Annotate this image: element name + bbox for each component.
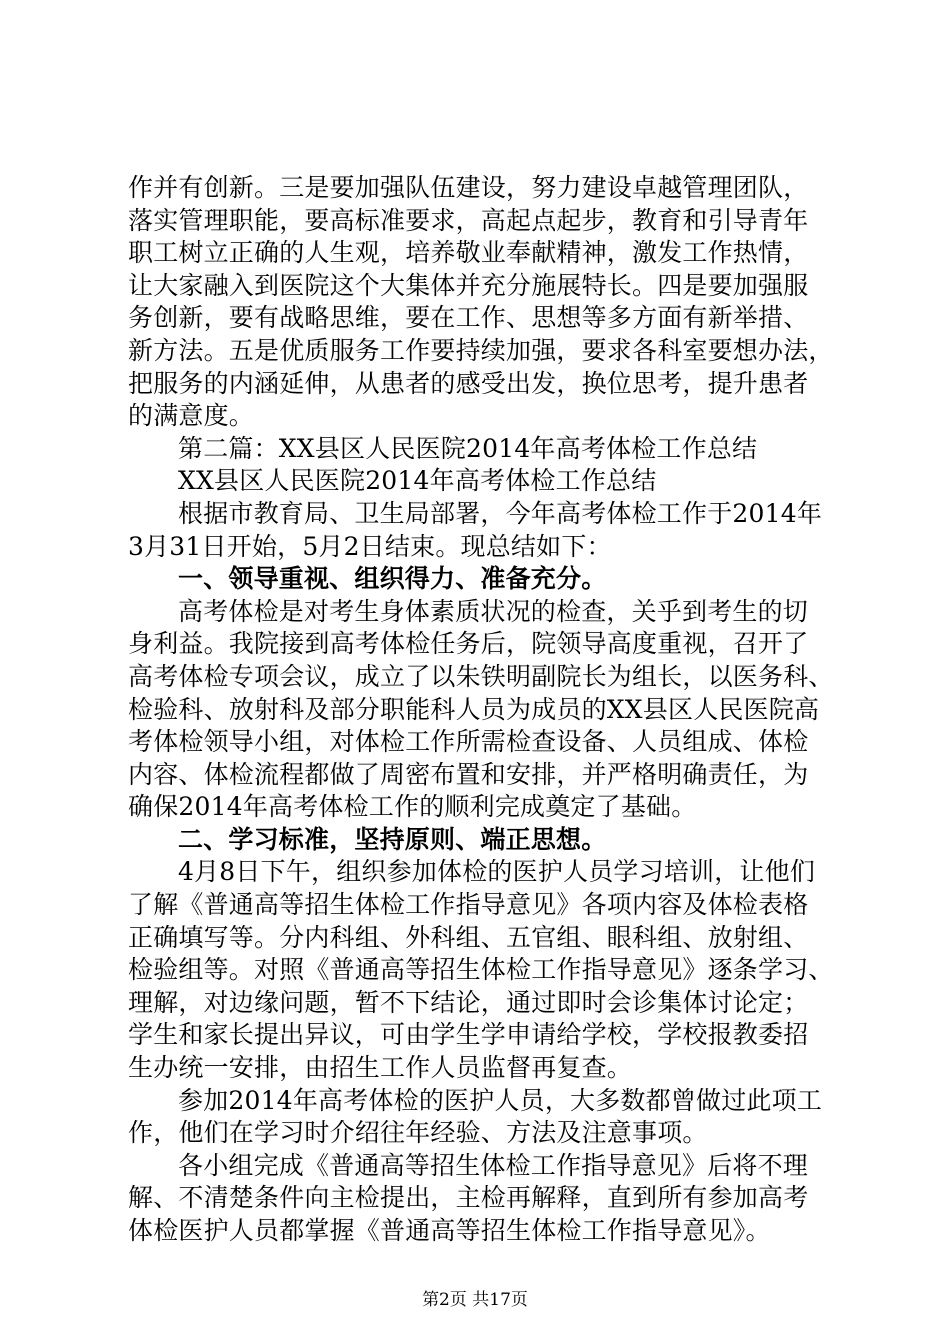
- text-line: 了解《普通高等招生体检工作指导意见》各项内容及体检表格: [128, 890, 809, 920]
- section-heading: 二、学习标准，坚持原则、端正思想。: [178, 824, 607, 854]
- text-line: 职工树立正确的人生观，培养敬业奉献精神，激发工作热情，: [128, 238, 809, 268]
- text-line: 根据市教育局、卫生局部署，今年高考体检工作于2014年: [178, 498, 823, 528]
- page-footer: 第2页 共17页: [422, 1290, 528, 1310]
- text-line: 3月31日开始，5月2日结束。现总结如下：: [128, 531, 612, 561]
- text-line: 正确填写等。分内科组、外科组、五官组、眼科组、放射组、: [128, 922, 809, 952]
- text-line: 确保2014年高考体检工作的顺利完成奠定了基础。: [128, 792, 697, 822]
- text-line: 体检医护人员都掌握《普通高等招生体检工作指导意见》。: [128, 1216, 771, 1245]
- text-line: 理解，对边缘问题，暂不下结论，通过即时会诊集体讨论定；: [128, 987, 809, 1017]
- text-line: XX县区人民医院2014年高考体检工作总结: [178, 466, 657, 496]
- text-line: 务创新，要有战略思维，要在工作、思想等多方面有新举措、: [128, 303, 809, 333]
- text-line: 各小组完成《普通高等招生体检工作指导意见》后将不理: [178, 1150, 809, 1180]
- text-line: 让大家融入到医院这个大集体并充分施展特长。四是要加强服: [128, 270, 809, 300]
- text-line: 解、不清楚条件向主检提出，主检再解释，直到所有参加高考: [128, 1183, 809, 1213]
- section-heading: 一、领导重视、组织得力、准备充分。: [178, 564, 607, 594]
- text-line: 的满意度。: [128, 401, 255, 431]
- text-line: 作并有创新。三是要加强队伍建设，努力建设卓越管理团队，: [128, 173, 809, 202]
- text-line: 第二篇：XX县区人民医院2014年高考体检工作总结: [178, 433, 758, 463]
- text-line: 落实管理职能，要高标准要求，高起点起步，教育和引导青年: [128, 205, 809, 235]
- text-line: 新方法。五是优质服务工作要持续加强，要求各科室要想办法，: [128, 335, 834, 365]
- text-line: 参加2014年高考体检的医护人员，大多数都曾做过此项工: [178, 1085, 823, 1115]
- text-line: 内容、体检流程都做了周密布置和安排，并严格明确责任，为: [128, 759, 809, 789]
- text-line: 检验组等。对照《普通高等招生体检工作指导意见》逐条学习、: [128, 955, 834, 985]
- text-line: 考体检领导小组，对体检工作所需检查设备、人员组成、体检: [128, 727, 809, 757]
- text-line: 检验科、放射科及部分职能科人员为成员的XX县区人民医院高: [128, 694, 820, 724]
- text-line: 高考体检专项会议，成立了以朱铁明副院长为组长，以医务科、: [128, 661, 834, 691]
- text-line: 身利益。我院接到高考体检任务后，院领导高度重视，召开了: [128, 629, 809, 659]
- text-line: 4月8日下午，组织参加体检的医护人员学习培训，让他们: [178, 857, 816, 887]
- text-line: 高考体检是对考生身体素质状况的检查，关乎到考生的切: [178, 596, 809, 626]
- text-line: 学生和家长提出异议，可由学生学申请给学校，学校报教委招: [128, 1020, 809, 1050]
- text-line: 生办统一安排，由招生工作人员监督再复查。: [128, 1053, 633, 1083]
- document-body: [128, 172, 848, 1248]
- text-line: 把服务的内涵延伸，从患者的感受出发，换位思考，提升患者: [128, 368, 809, 398]
- text-line: 作，他们在学习时介绍往年经验、方法及注意事项。: [128, 1118, 708, 1148]
